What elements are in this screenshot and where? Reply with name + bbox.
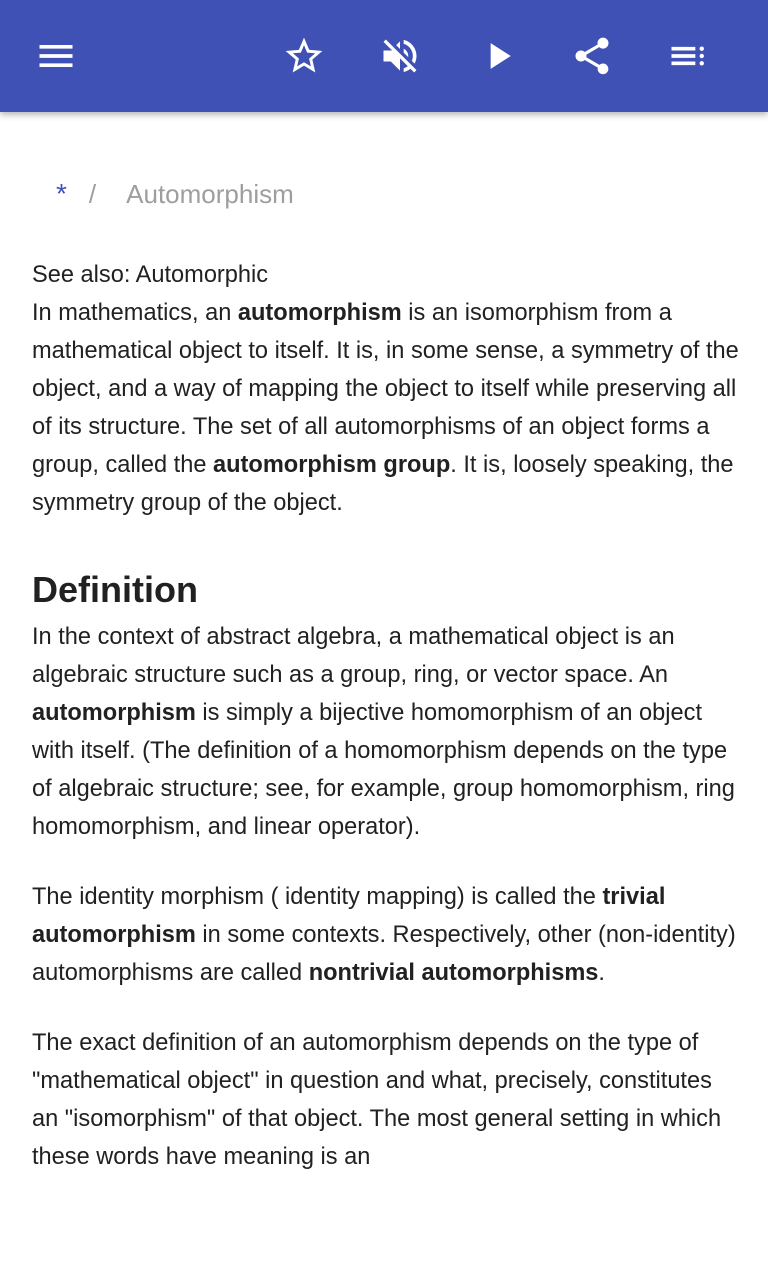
def2-bold-1: trivial automorphism — [32, 884, 666, 948]
def1-text-2: is simply a bijective homomorphism of an object with itself. (The definition of a homomorphism depends on the type of algebraic structure; see, for example, group homomorphism, ring homomorphism, and linear operator). — [32, 700, 735, 840]
breadcrumb-separator: / — [88, 178, 97, 209]
def1-bold-1: automorphism — [32, 700, 196, 726]
menu-icon — [34, 34, 78, 78]
intro-bold-1: automorphism — [237, 300, 402, 326]
def1-text-1: In the context of abstract algebra, a mathematical object is an algebraic structure such as a group, ring, or vector space. An — [32, 624, 675, 688]
bookmark-button[interactable] — [276, 28, 332, 84]
play-button[interactable] — [470, 28, 526, 84]
definition-heading: Definition — [32, 569, 198, 610]
def2-text-3: . — [598, 960, 605, 986]
definition-paragraph-3: The exact definition of an automorphism depends on the type of "mathematical object" in question and what, precisely, constitutes an "isomorphism" of that object. The most general setting in which these words have meaning is an — [32, 1030, 722, 1170]
app-bar — [0, 0, 768, 112]
star-outline-icon — [282, 34, 326, 78]
volume-off-icon — [378, 34, 422, 78]
def2-text-1: The identity morphism ( identity mapping) is called the — [32, 884, 603, 910]
def2-bold-2: nontrivial automorphisms — [308, 960, 599, 986]
menu-button[interactable] — [28, 28, 84, 84]
intro-bold-2: automorphism group — [213, 452, 451, 478]
breadcrumb — [56, 178, 294, 210]
intro-text-3: . It is, loosely speaking, the symmetry group of the object. — [32, 452, 734, 516]
def2-text-2: in some contexts. Respectively, other (non-identity) automorphisms are called — [32, 922, 736, 986]
mute-button[interactable] — [372, 28, 428, 84]
breadcrumb-root-link[interactable]: * — [56, 178, 67, 209]
article-body — [32, 256, 742, 1176]
definition-paragraph-2 — [32, 878, 742, 992]
play-icon — [476, 34, 520, 78]
intro-text-2: is an isomorphism from a mathematical object to itself. It is, in some sense, a symmetry of the object, and a way of mapping the object to itself while preserving all of its structure. The set of all automorphisms of an object forms a group, called the — [32, 300, 739, 478]
intro-paragraph — [32, 294, 742, 522]
definition-paragraph-1 — [32, 618, 742, 846]
share-button[interactable] — [564, 28, 620, 84]
contents-button[interactable] — [660, 28, 716, 84]
article-scroll-area[interactable] — [0, 112, 768, 1280]
share-icon — [570, 34, 614, 78]
see-also-line: See also: Automorphic — [32, 262, 269, 288]
playlist-icon — [666, 34, 710, 78]
breadcrumb-current: Automorphism — [126, 178, 294, 209]
intro-text-1: In mathematics, an — [32, 300, 238, 326]
